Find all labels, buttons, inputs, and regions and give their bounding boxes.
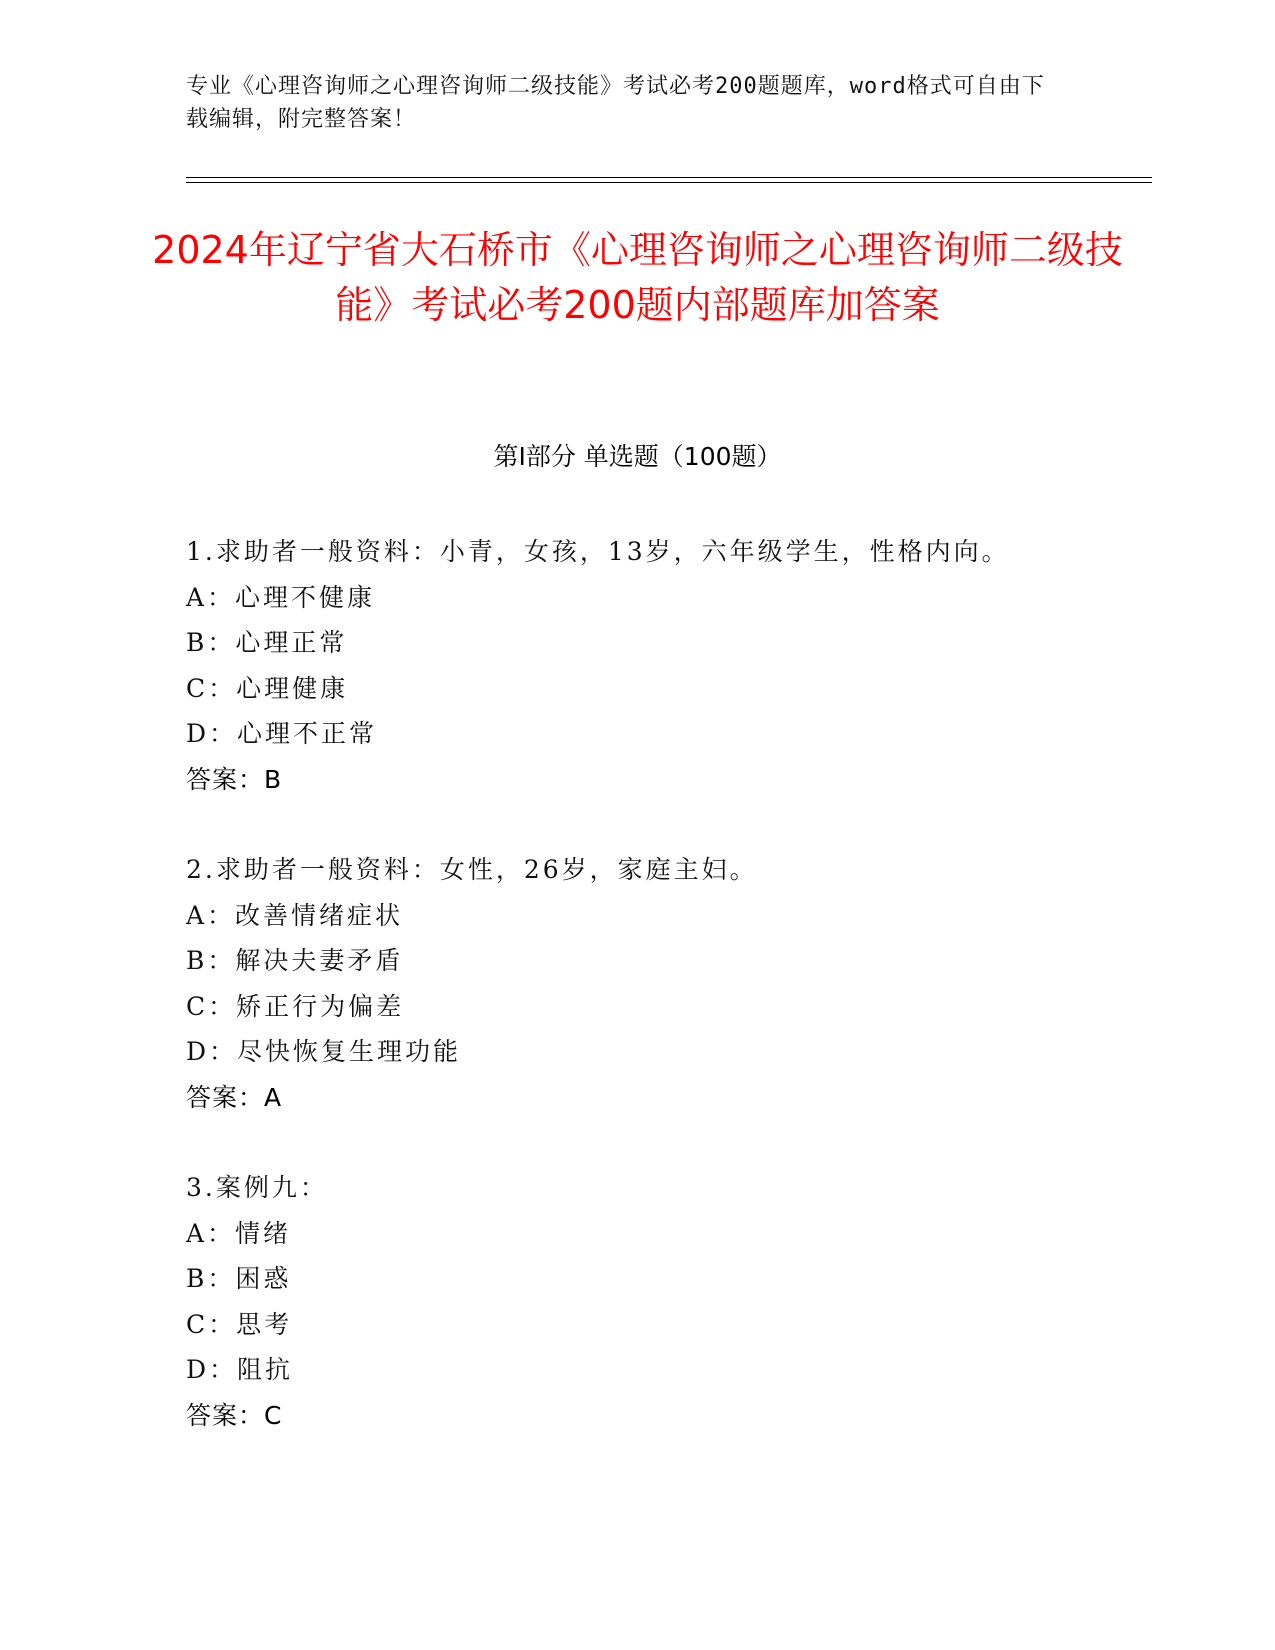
document-title: 2024年辽宁省大石桥市《心理咨询师之心理咨询师二级技能》考试必考200题内部题库加答案 <box>152 228 1123 327</box>
option-d: D：阻抗 <box>186 1355 294 1384</box>
option-c: C：心理健康 <box>186 673 349 703</box>
question-stem: 1.求助者一般资料：小青，女孩，13岁，六年级学生，性格内向。 <box>186 537 1010 566</box>
option-c: C：思考 <box>186 1309 293 1339</box>
option-a: A：情绪 <box>186 1218 292 1248</box>
option-a: A：心理不健康 <box>186 582 376 612</box>
question-block <box>186 847 1146 1120</box>
intro-text: 专业《心理咨询师之心理咨询师二级技能》考试必考200题题库，word格式可自由下载编辑，附完整答案！ <box>186 74 1045 132</box>
question-block <box>186 1165 1146 1438</box>
section-heading: 第Ⅰ部分 单选题（100题） <box>493 442 782 471</box>
option-d: D：心理不正常 <box>186 719 378 748</box>
answer-line: 答案：C <box>186 1400 283 1430</box>
question-stem: 3.案例九： <box>186 1173 328 1202</box>
option-a: A：改善情绪症状 <box>186 900 404 930</box>
question-stem: 2.求助者一般资料：女性，26岁，家庭主妇。 <box>186 855 758 884</box>
option-d: D：尽快恢复生理功能 <box>186 1037 462 1066</box>
option-c: C：矫正行为偏差 <box>186 991 405 1021</box>
header-divider-bottom <box>186 182 1152 183</box>
answer-line: 答案：B <box>186 764 283 794</box>
option-b: B：解决夫妻矛盾 <box>186 946 404 975</box>
header-divider-top <box>186 177 1152 178</box>
answer-line: 答案：A <box>186 1082 283 1112</box>
option-b: B：困惑 <box>186 1264 292 1293</box>
question-block <box>186 529 1146 802</box>
option-b: B：心理正常 <box>186 628 348 657</box>
